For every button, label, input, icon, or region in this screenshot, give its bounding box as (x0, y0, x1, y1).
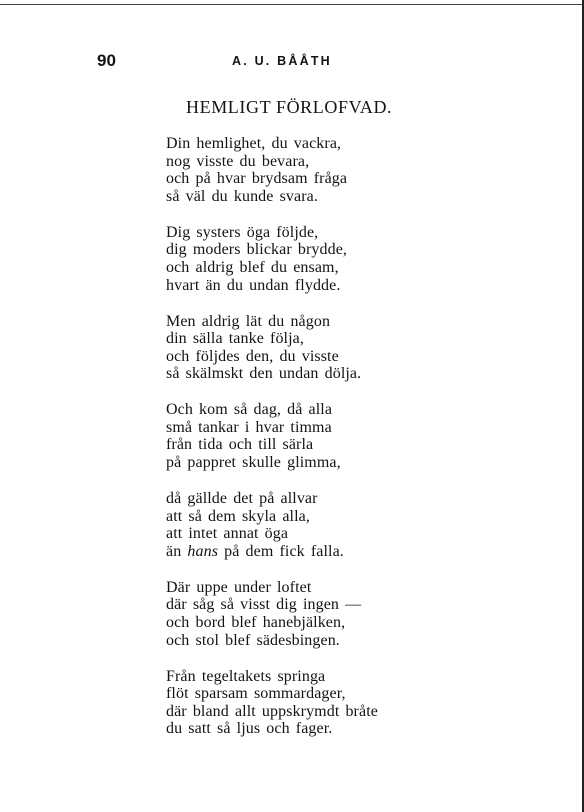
emphasized-word: hans (187, 542, 219, 560)
top-page-edge-rule (0, 4, 584, 5)
poem-line: Från tegeltakets springa (166, 667, 326, 685)
poem-line: och aldrig blef du ensam, (166, 258, 339, 276)
poem-line: små tankar i hvar timma (166, 418, 332, 436)
poem-line: du satt så ljus och fager. (166, 720, 333, 738)
poem-line: och bord blef hanebjälken, (166, 614, 346, 632)
poem-line-emphasis (166, 543, 436, 561)
stanza (166, 401, 436, 471)
poem-line: hvart än du undan flydde. (166, 276, 341, 294)
poem-line: att intet annat öga (166, 525, 289, 543)
poem-line: Dig systers öga följde, (166, 223, 319, 241)
running-header: A. U. BÅÅTH (232, 54, 332, 68)
poem-line: Men aldrig lät du någon (166, 312, 331, 330)
stanza (166, 579, 436, 649)
poem-line: då gällde det på allvar (166, 490, 318, 508)
poem-line: nog visste du bevara, (166, 152, 310, 170)
stanza (166, 668, 436, 738)
poem-line: och på hvar brydsam fråga (166, 170, 348, 188)
page-number: 90 (97, 51, 116, 70)
poem-line: Där uppe under loftet (166, 578, 312, 596)
poem-line: där såg så visst dig ingen — (166, 596, 362, 614)
poem-line: och stol blef sädesbingen. (166, 631, 340, 649)
line-text-before: än (166, 542, 188, 560)
poem-title: HEMLIGT FÖRLOFVAD. (186, 97, 393, 117)
stanza (166, 135, 436, 205)
poem-line: där bland allt uppskrymdt bråte (166, 702, 378, 720)
poem-line: Din hemlighet, du vackra, (166, 135, 342, 152)
stanza (166, 224, 436, 294)
poem-line: så skälmskt den undan dölja. (166, 365, 362, 383)
poem-line: Och kom så dag, då alla (166, 401, 333, 419)
poem-line: flöt sparsam sommardager, (166, 685, 346, 703)
poem-body (166, 135, 436, 756)
stanza (166, 313, 436, 383)
poem-line: och följdes den, du visste (166, 347, 339, 365)
poem-line: från tida och till särla (166, 436, 314, 454)
poem-line: på pappret skulle glimma, (166, 454, 341, 472)
poem-line: så väl du kunde svara. (166, 187, 318, 205)
poem-line: att så dem skyla alla, (166, 507, 310, 525)
stanza (166, 490, 436, 560)
poem-line: dig moders blickar brydde, (166, 241, 347, 259)
line-text-after: på dem fick falla. (218, 542, 344, 560)
poem-line: din sälla tanke följa, (166, 330, 304, 348)
